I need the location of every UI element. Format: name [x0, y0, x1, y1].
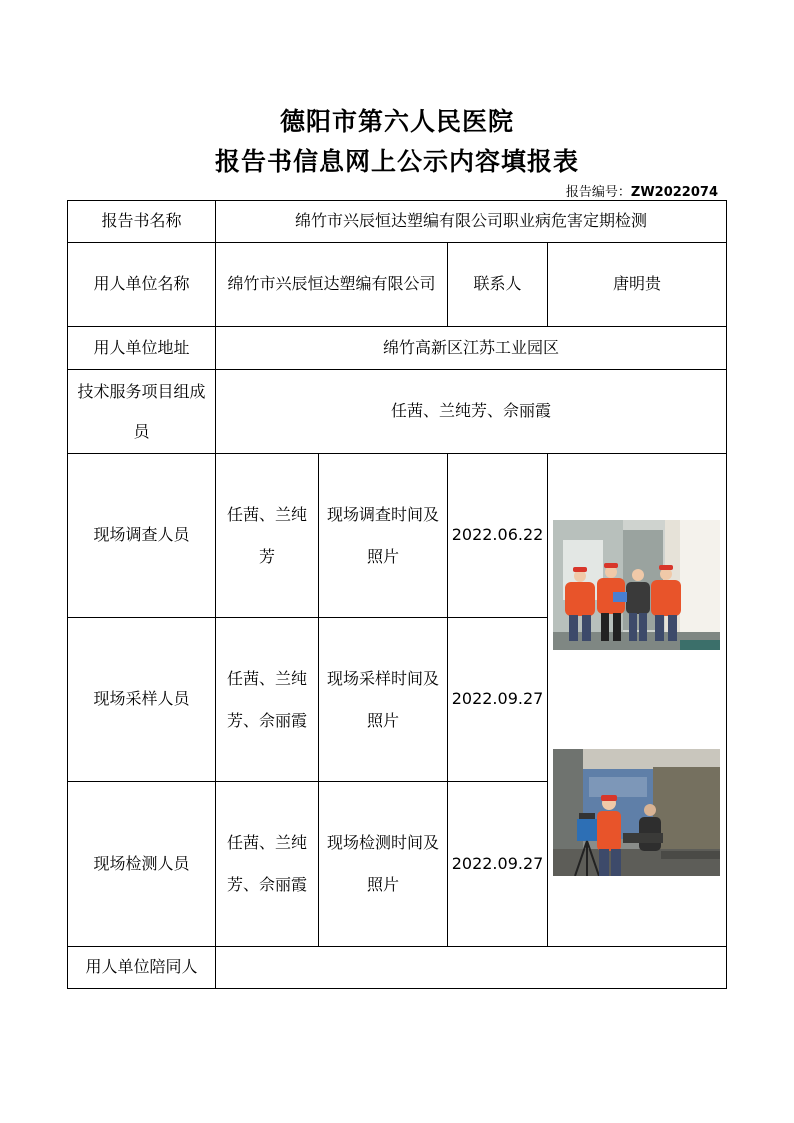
survey-staff-value: 任茜、兰纯芳: [215, 453, 319, 618]
tech-team-label: 技术服务项目组成员: [67, 369, 216, 454]
sampling-photo: [553, 749, 720, 876]
survey-photo: [553, 520, 720, 650]
survey-staff-label: 现场调查人员: [67, 453, 216, 618]
report-number-value: ZW2022074: [630, 185, 718, 200]
contact-label: 联系人: [447, 242, 548, 327]
page-subtitle: 报告书信息网上公示内容填报表: [214, 147, 579, 176]
survey-date: 2022.06.22: [447, 453, 548, 618]
sampling-staff-label: 现场采样人员: [67, 617, 216, 782]
sampling-time-label: 现场采样时间及照片: [318, 617, 448, 782]
testing-time-label: 现场检测时间及照片: [318, 781, 448, 947]
testing-staff-value: 任茜、兰纯芳、佘丽霞: [215, 781, 319, 947]
contact-value: 唐明贵: [547, 242, 727, 327]
escort-label: 用人单位陪同人: [67, 946, 216, 989]
testing-date: 2022.09.27: [447, 781, 548, 947]
report-name-value: 绵竹市兴辰恒达塑编有限公司职业病危害定期检测: [215, 200, 727, 243]
sampling-date: 2022.09.27: [447, 617, 548, 782]
employer-address-label: 用人单位地址: [67, 326, 216, 370]
page-title: 德阳市第六人民医院: [279, 107, 514, 136]
employer-address-value: 绵竹高新区江苏工业园区: [215, 326, 727, 370]
report-number: [566, 181, 718, 200]
testing-staff-label: 现场检测人员: [67, 781, 216, 947]
employer-name-value: 绵竹市兴辰恒达塑编有限公司: [215, 242, 448, 327]
employer-name-label: 用人单位名称: [67, 242, 216, 327]
sampling-staff-value: 任茜、兰纯芳、佘丽霞: [215, 617, 319, 782]
escort-value: [215, 946, 727, 989]
report-number-label: 报告编号：: [565, 185, 631, 200]
report-name-label: 报告书名称: [67, 200, 216, 243]
survey-time-label: 现场调查时间及照片: [318, 453, 448, 618]
tech-team-value: 任茜、兰纯芳、佘丽霞: [215, 369, 727, 454]
